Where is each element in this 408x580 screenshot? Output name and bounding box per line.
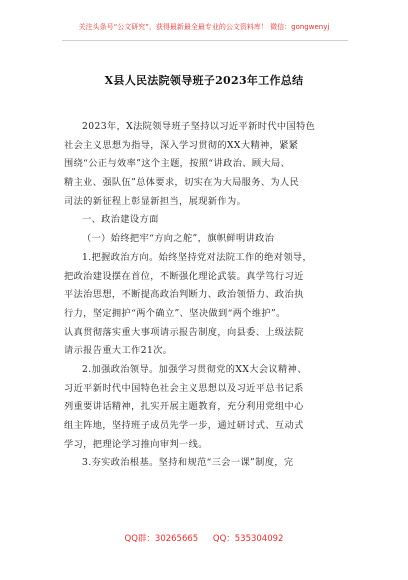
paragraph-line: 3.夯实政治根基。坚持和规范“三会一课”制度，完 bbox=[82, 457, 294, 469]
paragraph-line: 1.把握政治方向。始终坚持党对法院工作的绝对领导， bbox=[82, 251, 313, 263]
subsection-heading: （一）始终把牢“方向之舵”，旗帜鲜明讲政治 bbox=[82, 233, 275, 245]
paragraph-line: 把政治建设摆在首位，不断强化理论武装。真学笃行习近 bbox=[64, 270, 304, 282]
paragraph-line: 精主业、强队伍”总体要求，切实在为大局服务、为人民 bbox=[64, 177, 300, 189]
header-note: 关注头条号“公文研究”，获得最新最全最专业的公文资料库！ 微信：gongwenyj bbox=[78, 23, 330, 31]
section-heading: 一、政治建设方面 bbox=[82, 214, 159, 226]
paragraph-line: 2.加强政治领导。加强学习贯彻党的XX大会议精神、 bbox=[82, 363, 307, 375]
header-divider bbox=[62, 40, 348, 41]
footer-contact bbox=[0, 532, 408, 544]
document-title: X县人民法院领导班子2023年工作总结 bbox=[104, 74, 304, 87]
paragraph-line: 习近平新时代中国特色社会主义思想以及习近平总书记系 bbox=[64, 382, 304, 394]
paragraph-line: 学习，把理论学习推向审判一线。 bbox=[64, 438, 208, 450]
paragraph-line: 围绕“公正与效率”这个主题，按照“讲政治、顾大局、 bbox=[64, 158, 291, 170]
paragraph-line: 平法治思想，不断提高政治判断力、政治领悟力、政治执 bbox=[64, 289, 304, 301]
footer-qq: QQ：535304092 bbox=[212, 534, 284, 544]
footer-qq-group: QQ群：30265665 bbox=[124, 534, 199, 544]
paragraph-line: 司法的新征程上彰显新担当，展现新作为。 bbox=[64, 195, 247, 207]
paragraph-line: 请示报告重大工作21次。 bbox=[64, 345, 173, 357]
paragraph-line: 2023年，X法院领导班子坚持以习近平新时代中国特色 bbox=[82, 121, 316, 132]
paragraph-line: 列重要讲话精神，扎实开展主题教育，充分利用党组中心 bbox=[64, 401, 304, 413]
paragraph-line: 社会主义思想为指导，深入学习贯彻的XX大精神，紧紧 bbox=[64, 139, 299, 151]
paragraph-line: 行力，坚定拥护“两个确立”、坚决做到“两个维护”。 bbox=[64, 307, 286, 319]
document-body bbox=[64, 118, 346, 473]
paragraph-line: 组主阵地，坚持班子成员先学一步，通过研讨式、互动式 bbox=[64, 420, 304, 431]
paragraph-line: 认真贯彻落实重大事项请示报告制度，向县委、上级法院 bbox=[64, 326, 304, 338]
